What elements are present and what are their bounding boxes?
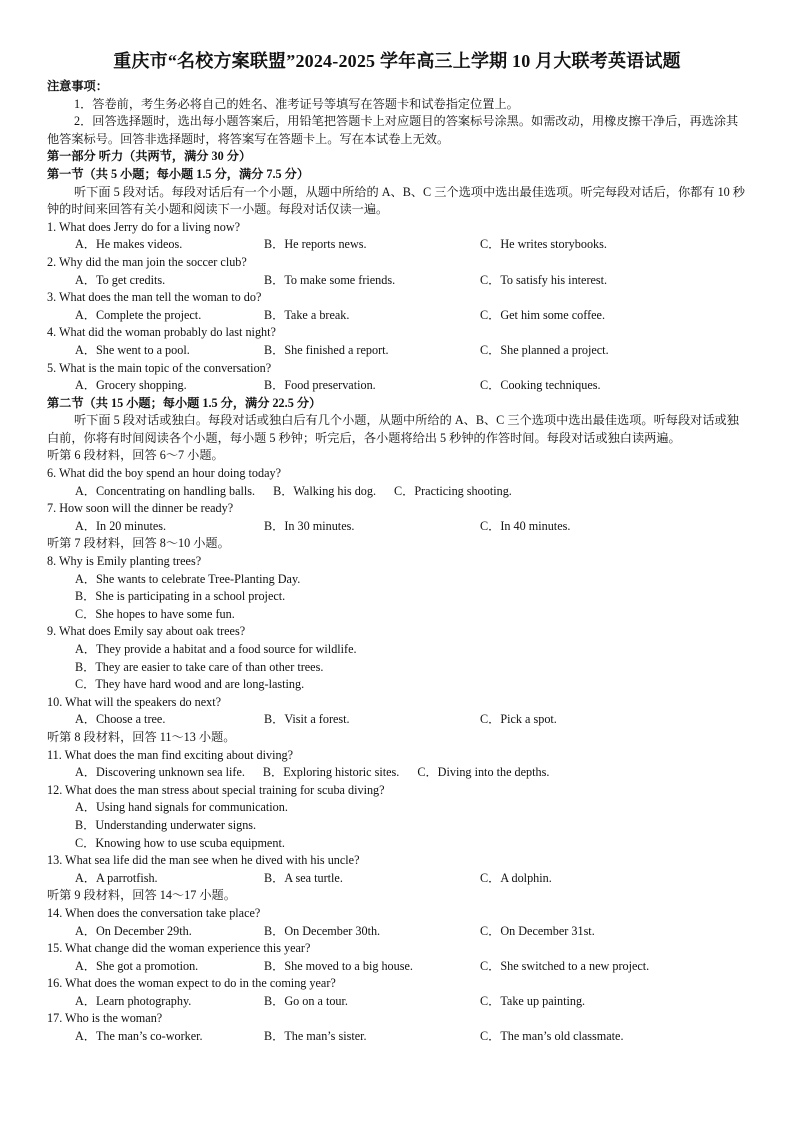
question-6-stem: 6. What did the boy spend an hour doing today?	[47, 466, 282, 481]
question-14-options	[47, 923, 747, 941]
option-c: C．Practicing shooting.	[394, 483, 512, 498]
question-1-options	[47, 236, 747, 254]
option-b: B．She is participating in a school project.	[75, 589, 286, 604]
section1-heading: 第一节（共 5 小题；每小题 1.5 分，满分 7.5 分）	[47, 166, 310, 181]
option-b: B．Take a break.	[264, 307, 350, 322]
question-3-stem: 3. What does the man tell the woman to do?	[47, 290, 262, 305]
option-c: C．He writes storybooks.	[480, 237, 607, 252]
option-c: C．Cooking techniques.	[480, 378, 601, 393]
option-c: C．A dolphin.	[480, 870, 552, 885]
option-c: C．They have hard wood and are long-lasting.	[75, 677, 305, 692]
notice-heading: 注意事项：	[47, 79, 108, 93]
question-5-options	[47, 377, 747, 395]
question-2-options	[47, 272, 747, 290]
option-a: A．Learn photography.	[75, 993, 192, 1008]
option-b: B．They are easier to take care of than other trees.	[75, 659, 324, 674]
option-b: B．Food preservation.	[264, 378, 376, 393]
question-13-stem: 13. What sea life did the man see when he dived with his uncle?	[47, 853, 360, 868]
option-c: C．She planned a project.	[480, 342, 609, 357]
option-c: C．The man’s old classmate.	[480, 1029, 624, 1044]
option-c: C．Pick a spot.	[480, 712, 557, 727]
part1-heading: 第一部分 听力（共两节，满分 30 分）	[47, 149, 252, 164]
question-2-stem: 2. Why did the man join the soccer club?	[47, 254, 247, 269]
section2-instructions: 听下面 5 段对话或独白。每段对话或独白后有几个小题，从题中所给的 A、B、C 三个选项中选出最佳选项。听每段对话或独白前，你将有时间阅读各个小题，每小题 5 秒钟；听完后，各小题将给出 5 秒钟的作答时间。每段对话或独白读两遍。	[47, 413, 739, 445]
question-4-options	[47, 342, 747, 360]
option-b: B．Visit a forest.	[264, 712, 350, 727]
option-a: A．In 20 minutes.	[75, 518, 167, 533]
option-c: C．To satisfy his interest.	[480, 272, 608, 287]
section1-instructions: 听下面 5 段对话。每段对话后有一个小题，从题中所给的 A、B、C 三个选项中选出最佳选项。听完每段对话后，你都有 10 秒钟的时间来回答有关小题和阅读下一小题。每段对话仅读一遍。	[47, 184, 745, 217]
option-b: B．On December 30th.	[264, 923, 381, 938]
option-b: B．Walking his dog.	[273, 483, 377, 498]
question-6-options	[47, 483, 747, 501]
option-c: C．She switched to a new project.	[480, 958, 650, 973]
question-14-stem: 14. When does the conversation take place?	[47, 905, 261, 920]
exam-page	[47, 50, 747, 1046]
option-b: B．He reports news.	[264, 237, 367, 252]
exam-title: 重庆市“名校方案联盟”2024-2025 学年高三上学期 10 月大联考英语试题	[113, 51, 681, 71]
option-c: C．Get him some coffee.	[480, 307, 606, 322]
option-b: B．She moved to a big house.	[264, 958, 413, 973]
option-b: B．The man’s sister.	[264, 1029, 367, 1044]
question-9-stem: 9. What does Emily say about oak trees?	[47, 624, 246, 639]
question-12-stem: 12. What does the man stress about special training for scuba diving?	[47, 782, 385, 797]
notice-item-1: 1．答卷前，考生务必将自己的姓名、准考证号等填写在答题卡和试卷指定位置上。	[74, 96, 519, 111]
option-b: B．To make some friends.	[264, 272, 396, 287]
question-10-options	[47, 711, 747, 729]
question-11-stem: 11. What does the man find exciting about diving?	[47, 747, 294, 762]
question-5-stem: 5. What is the main topic of the conversation?	[47, 360, 272, 375]
option-a: A．He makes videos.	[75, 237, 183, 252]
option-b: B．Go on a tour.	[264, 993, 348, 1008]
notice-item-2: 2．回答选择题时，选出每小题答案后，用铅笔把答题卡上对应题目的答案标号涂黑。如需改动，用橡皮擦干净后，再选涂其他答案标号。回答非选择题时，将答案写在答题卡上。写在本试卷上无效。	[47, 114, 739, 146]
option-a: A．A parrotfish.	[75, 870, 158, 885]
option-a: A．Choose a tree.	[75, 712, 166, 727]
option-c: C．Take up painting.	[480, 993, 586, 1008]
question-3-options	[47, 307, 747, 325]
option-b: B．Exploring historic sites.	[262, 765, 400, 780]
option-a: A．She got a promotion.	[75, 958, 199, 973]
question-10-stem: 10. What will the speakers do next?	[47, 694, 222, 709]
question-15-stem: 15. What change did the woman experience this year?	[47, 941, 311, 956]
option-a: A．To get credits.	[75, 272, 166, 287]
question-11-options	[47, 764, 747, 782]
option-a: A．The man’s co-worker.	[75, 1029, 203, 1044]
option-a: A．Concentrating on handling balls.	[75, 483, 256, 498]
option-a: A．Grocery shopping.	[75, 378, 187, 393]
question-1-stem: 1. What does Jerry do for a living now?	[47, 219, 241, 234]
question-8-stem: 8. Why is Emily planting trees?	[47, 554, 202, 569]
option-c: C．Diving into the depths.	[417, 765, 550, 780]
question-4-stem: 4. What did the woman probably do last night?	[47, 325, 276, 340]
question-16-stem: 16. What does the woman expect to do in the coming year?	[47, 976, 336, 991]
material-9-instruction: 听第 9 段材料，回答 14～17 小题。	[47, 888, 236, 903]
material-8-instruction: 听第 8 段材料，回答 11～13 小题。	[47, 729, 236, 744]
option-c: C．On December 31st.	[480, 923, 595, 938]
option-a: A．She went to a pool.	[75, 342, 190, 357]
material-6-instruction: 听第 6 段材料，回答 6～7 小题。	[47, 448, 224, 463]
option-b: B．In 30 minutes.	[264, 518, 355, 533]
option-c: C．In 40 minutes.	[480, 518, 571, 533]
question-17-stem: 17. Who is the woman?	[47, 1011, 163, 1026]
option-a: A．She wants to celebrate Tree-Planting Day.	[75, 571, 301, 586]
option-b: B．Understanding underwater signs.	[75, 817, 257, 832]
option-b: B．She finished a report.	[264, 342, 389, 357]
option-c: C．Knowing how to use scuba equipment.	[75, 835, 285, 850]
section2-heading: 第二节（共 15 小题；每小题 1.5 分，满分 22.5 分）	[47, 395, 322, 410]
option-a: A．Using hand signals for communication.	[75, 800, 288, 815]
option-a: A．Complete the project.	[75, 307, 202, 322]
question-16-options	[47, 993, 747, 1011]
question-7-options	[47, 518, 747, 536]
option-c: C．She hopes to have some fun.	[75, 606, 235, 621]
question-13-options	[47, 870, 747, 888]
option-a: A．They provide a habitat and a food source for wildlife.	[75, 642, 357, 656]
material-7-instruction: 听第 7 段材料，回答 8～10 小题。	[47, 536, 230, 551]
option-a: A．On December 29th.	[75, 923, 192, 938]
question-15-options	[47, 958, 747, 976]
question-7-stem: 7. How soon will the dinner be ready?	[47, 501, 234, 516]
option-a: A．Discovering unknown sea life.	[75, 765, 245, 780]
question-17-options	[47, 1028, 747, 1046]
option-b: B．A sea turtle.	[264, 870, 343, 885]
